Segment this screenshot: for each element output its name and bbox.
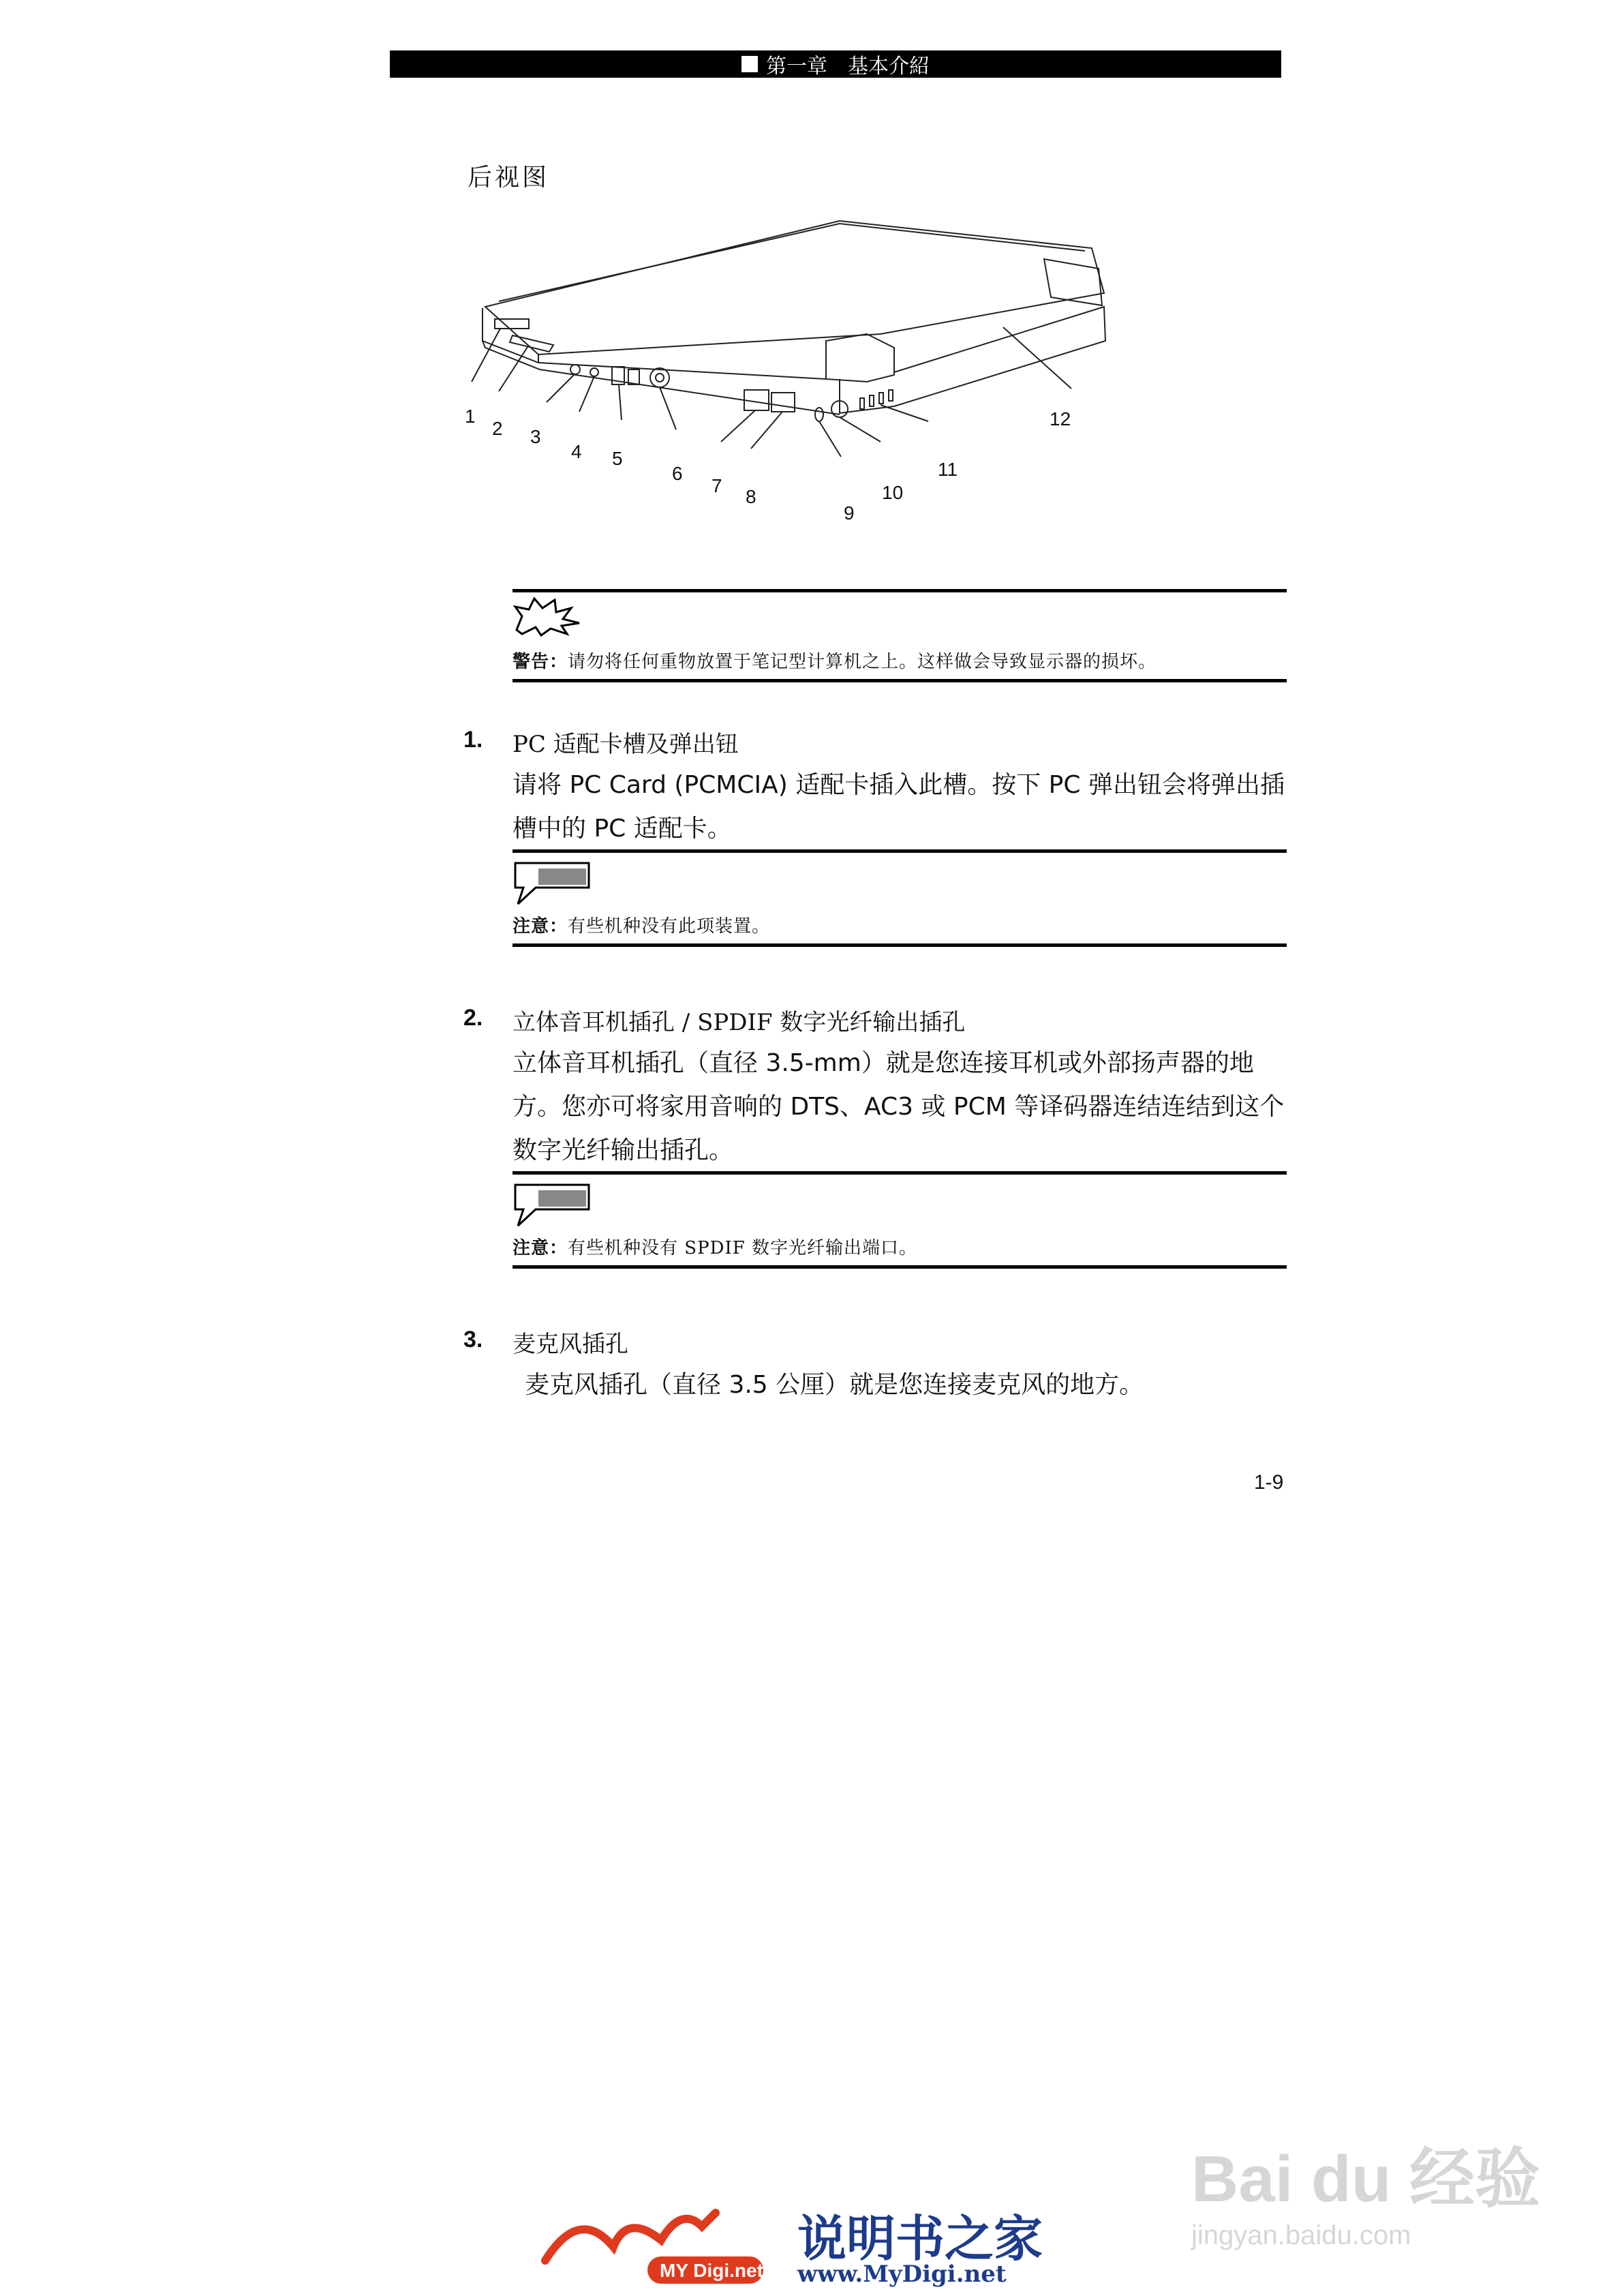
- note-1-bottom-rule: [512, 943, 1287, 947]
- callout-2: 2: [492, 418, 503, 439]
- callout-1: 1: [465, 406, 476, 427]
- callout-10: 10: [882, 482, 904, 503]
- baidu-watermark: [1191, 2127, 1540, 2251]
- section-2-title: 立体音耳机插孔 / SPDIF 数字光纤输出插孔: [512, 1009, 966, 1036]
- figure-title: 后视图: [468, 164, 550, 192]
- mydigi-site-title: 说明书之家: [797, 2210, 1043, 2267]
- note-1-top-rule: [512, 849, 1287, 853]
- mydigi-logo-text: MY Digi.net: [660, 2260, 763, 2281]
- note-2-label: 注意: [512, 1238, 550, 1258]
- baidu-watermark-logo: Bai du 经验: [1191, 2143, 1540, 2216]
- callout-3: 3: [530, 426, 541, 447]
- mydigi-site-url: www.MyDigi.net: [797, 2261, 1007, 2288]
- page-number: 1-9: [1254, 1471, 1284, 1494]
- laptop-rear-view-figure: [458, 211, 1153, 532]
- note-2-body: 有些机种没有 SPDIF 数字光纤输出端口。: [568, 1238, 918, 1258]
- mydigi-logo-mark: [538, 2199, 784, 2288]
- chapter-header: [390, 50, 1281, 78]
- warning-burst-icon: [512, 596, 594, 637]
- callout-12: 12: [1050, 408, 1071, 429]
- section-3-number: 3.: [463, 1327, 483, 1353]
- warning-bottom-rule: [512, 679, 1287, 682]
- section-1-body: 请将 PC Card (PCMCIA) 适配卡插入此槽。按下 PC 弹出钮会将弹出插槽中的 PC 适配卡。: [512, 771, 1285, 843]
- callout-7: 7: [711, 475, 722, 496]
- section-2-body: 立体音耳机插孔（直径 3.5-mm）就是您连接耳机或外部扬声器的地方。您亦可将家用音响的 DTS、AC3 或 PCM 等译码器连结连结到这个数字光纤输出插孔。: [512, 1049, 1285, 1164]
- callout-9: 9: [844, 502, 855, 524]
- callout-6: 6: [672, 463, 683, 484]
- section-1-number: 1.: [463, 727, 483, 753]
- callout-4: 4: [571, 441, 582, 462]
- section-2-number: 2.: [463, 1005, 483, 1031]
- warning-text: 警告：请勿将任何重物放置于笔记型计算机之上。这样做会导致显示器的损坏。: [512, 652, 1157, 672]
- mydigi-footer-logo: [538, 2199, 1097, 2288]
- warning-label: 警告: [512, 652, 550, 672]
- section-3-title: 麦克风插孔: [512, 1331, 628, 1358]
- note-2-top-rule: [512, 1171, 1287, 1175]
- note-speech-bubble-icon: [512, 1182, 594, 1230]
- section-1-title: PC 适配卡槽及弹出钮: [512, 731, 739, 758]
- note-2-bottom-rule: [512, 1265, 1287, 1269]
- square-bullet-icon: [741, 56, 758, 72]
- section-3-body: 麦克风插孔（直径 3.5 公厘）就是您连接麦克风的地方。: [525, 1371, 1144, 1399]
- note-1-text: 注意：有些机种没有此项装置。: [512, 916, 771, 937]
- callout-8: 8: [746, 486, 756, 507]
- note-1-label: 注意: [512, 916, 550, 937]
- callout-11: 11: [938, 459, 958, 480]
- warning-top-rule: [512, 589, 1287, 592]
- callout-5: 5: [612, 448, 623, 469]
- warning-body: 请勿将任何重物放置于笔记型计算机之上。这样做会导致显示器的损坏。: [568, 652, 1157, 672]
- chapter-title: 第一章 基本介紹: [766, 55, 930, 78]
- baidu-watermark-url: jingyan.baidu.com: [1191, 2220, 1411, 2250]
- note-2-text: 注意：有些机种没有 SPDIF 数字光纤输出端口。: [512, 1238, 918, 1258]
- note-speech-bubble-icon: [512, 860, 594, 908]
- note-1-body: 有些机种没有此项装置。: [568, 916, 771, 937]
